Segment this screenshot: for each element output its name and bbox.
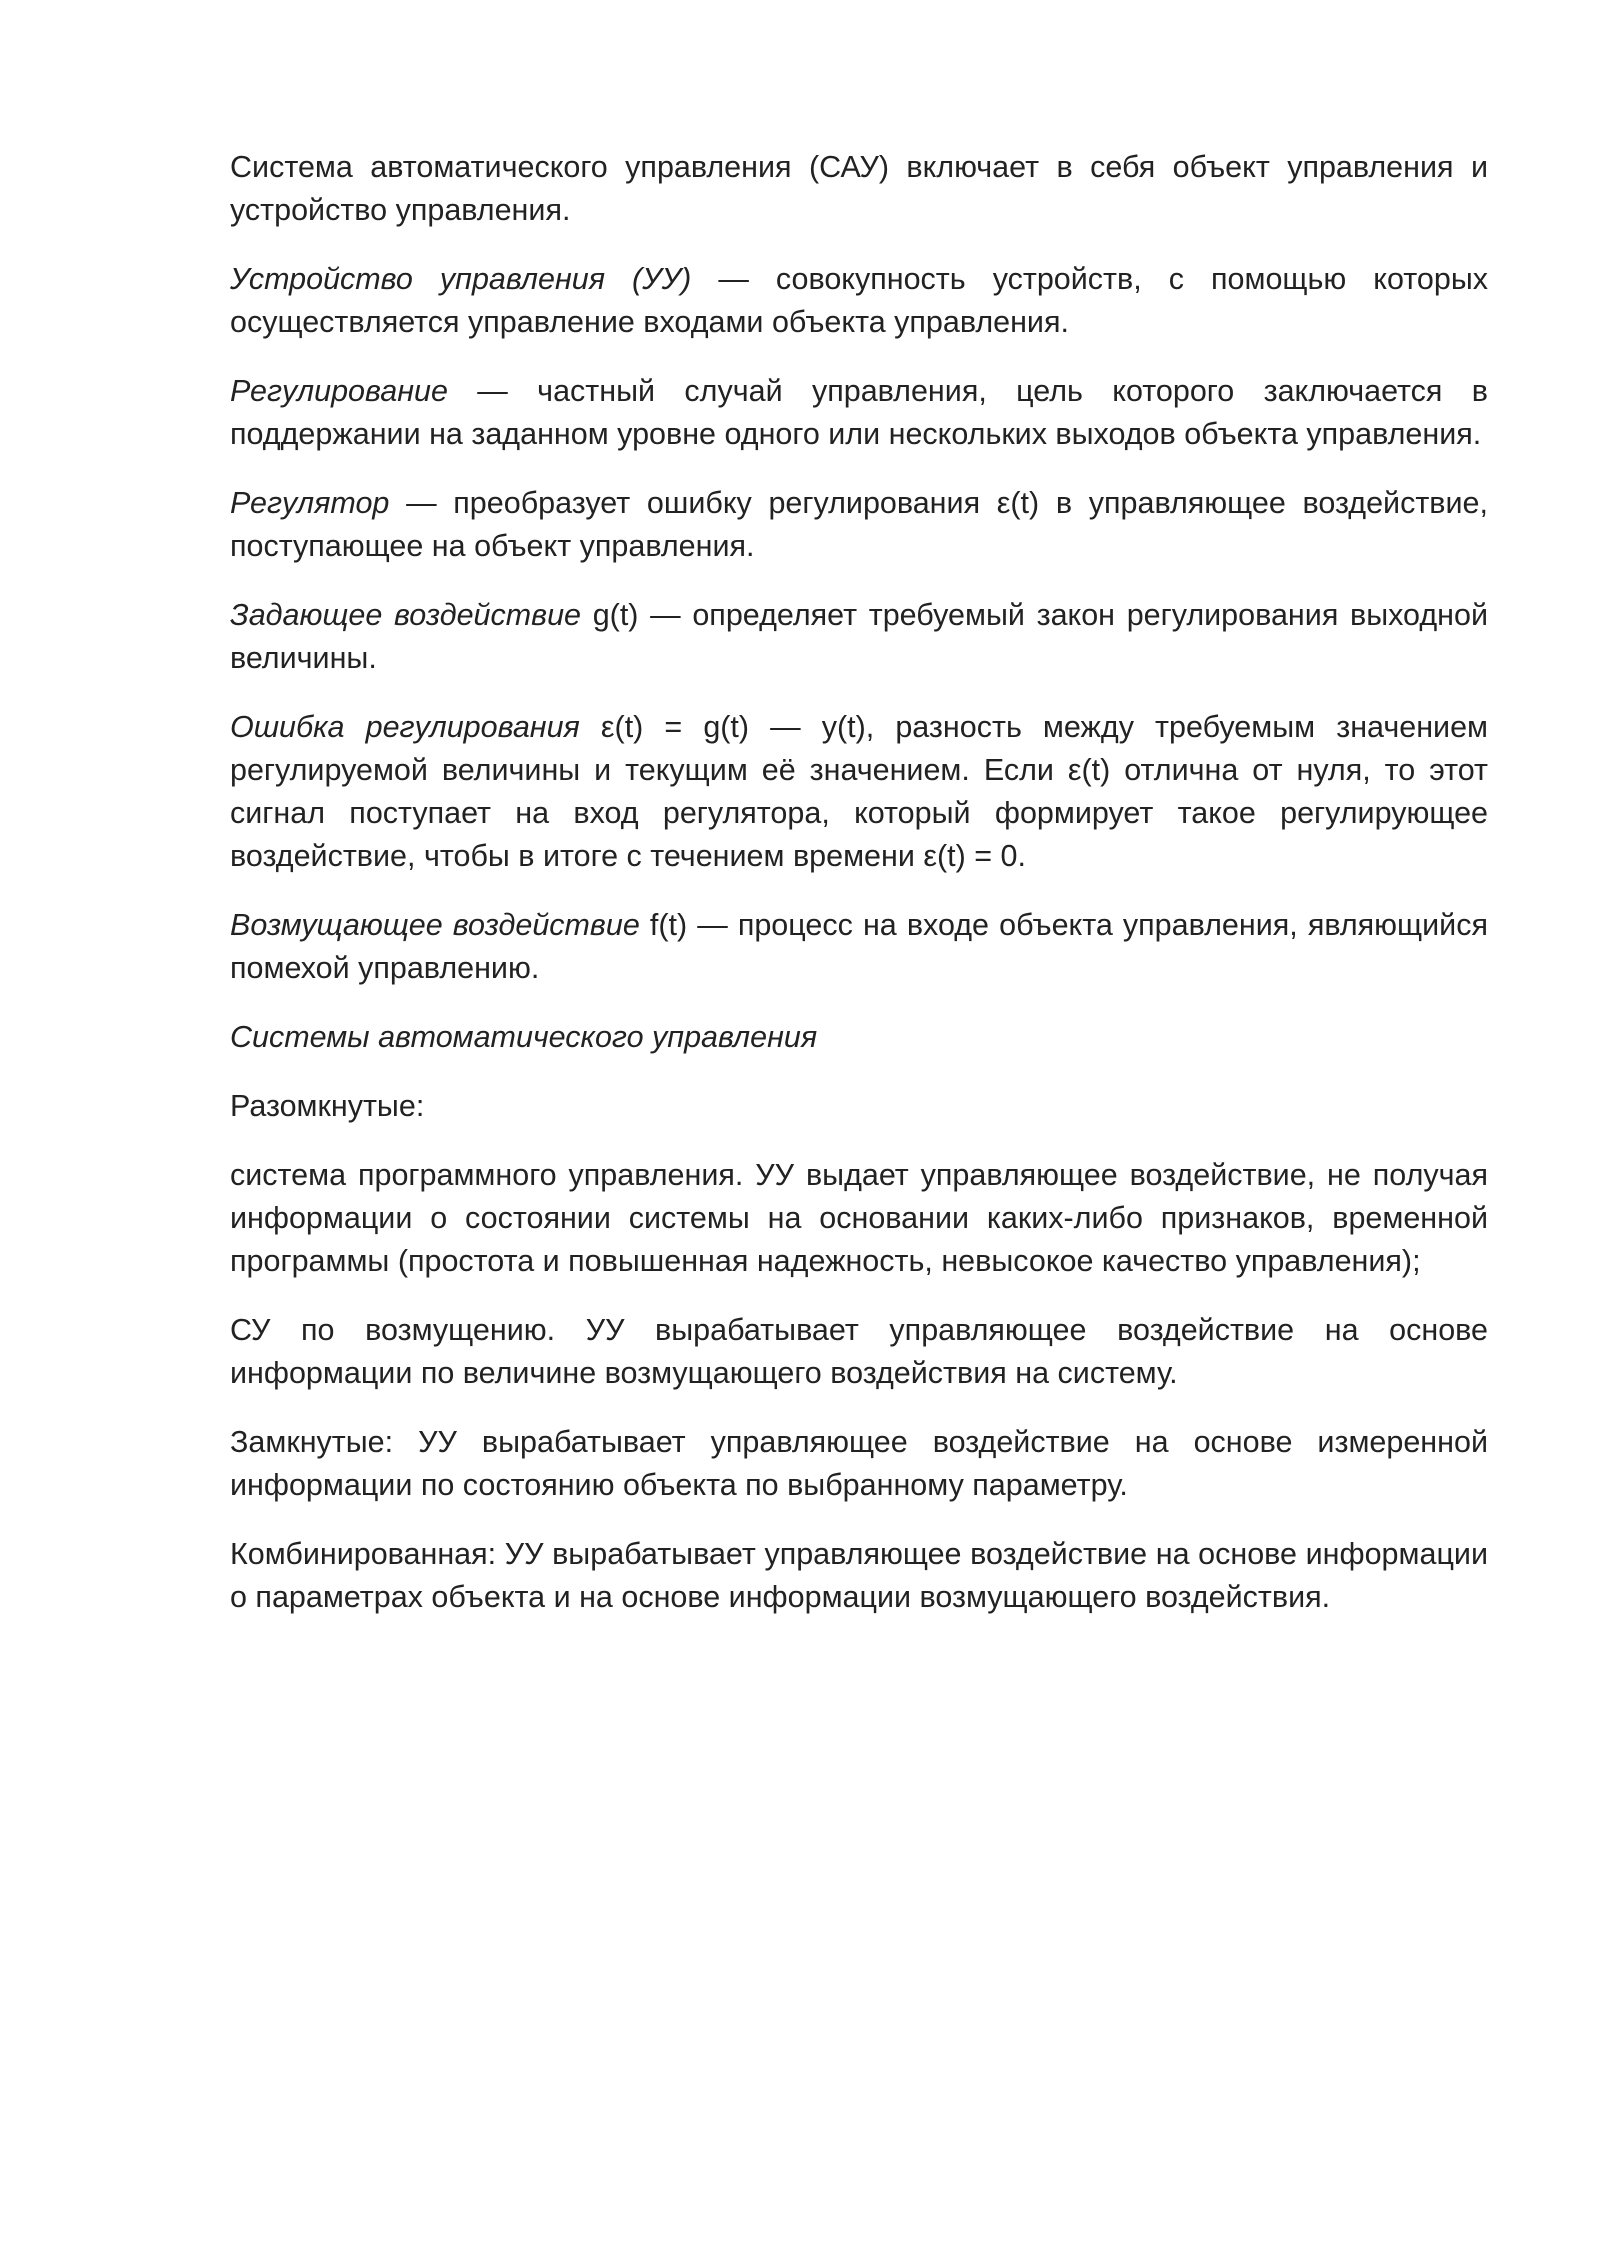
paragraph-text: g(t) — определяет требуемый закон регулирования выходной величины. [230,598,1488,675]
paragraph-text: СУ по возмущению. УУ вырабатывает управляющее воздействие на основе информации по величине возмущающего воздействия на систему. [230,1313,1488,1390]
paragraph-text: Система автоматического управления (САУ) включает в себя объект управления и устройство управления. [230,150,1488,227]
paragraph-program-control [230,1154,1488,1283]
paragraph-disturbance-definition [230,904,1488,990]
term: Системы автоматического управления [230,1020,818,1054]
paragraph-combined [230,1533,1488,1619]
section-heading [230,1016,1488,1059]
term: Задающее воздействие [230,598,582,632]
paragraph-regulator-definition [230,482,1488,568]
paragraph-sau-definition [230,146,1488,232]
paragraph-text: Комбинированная: УУ вырабатывает управляющее воздействие на основе информации о параметрах объекта и на основе информации возмущающего воздействия. [230,1537,1488,1614]
paragraph-text: — частный случай управления, цель которого заключается в поддержании на заданном уровне одного или нескольких выходов объекта управления. [230,374,1488,451]
paragraph-disturbance-control [230,1309,1488,1395]
term: Ошибка регулирования [230,710,580,744]
paragraph-uu-definition [230,258,1488,344]
paragraph-regulation-definition [230,370,1488,456]
term: Регулятор [230,486,390,520]
paragraph-text: — совокупность устройств, с помощью которых осуществляется управление входами объекта управления. [230,262,1489,339]
paragraph-text: Разомкнутые: [230,1089,425,1123]
paragraph-text: ε(t) = g(t) — y(t), разность между требуемым значением регулируемой величины и текущим её значением. Если ε(t) отлична от нуля, то этот сигнал поступает на вход регулятора, который формирует такое регулирующее воздействие, чтобы в итоге с течением времени ε(t) = 0. [230,710,1489,873]
paragraph-text: Замкнутые: УУ вырабатывает управляющее воздействие на основе измеренной информации по состоянию объекта по выбранному параметру. [230,1425,1488,1502]
paragraph-closed-loop [230,1421,1488,1507]
paragraph-text: — преобразует ошибку регулирования ε(t) в управляющее воздействие, поступающее на объект управления. [230,486,1488,563]
paragraph-setpoint-definition [230,594,1488,680]
paragraph-text: f(t) — процесс на входе объекта управления, являющийся помехой управлению. [230,908,1488,985]
term: Регулирование [230,374,448,408]
document-body [230,146,1488,1645]
term: Возмущающее воздействие [230,908,640,942]
paragraph-text: система программного управления. УУ выдает управляющее воздействие, не получая информации о состоянии системы на основании каких-либо признаков, временной программы (простота и повышенная надежность, невысокое качество управления); [230,1158,1488,1278]
paragraph-open-loop-label [230,1085,1488,1128]
paragraph-error-definition [230,706,1488,878]
term: Устройство управления (УУ) [230,262,692,296]
